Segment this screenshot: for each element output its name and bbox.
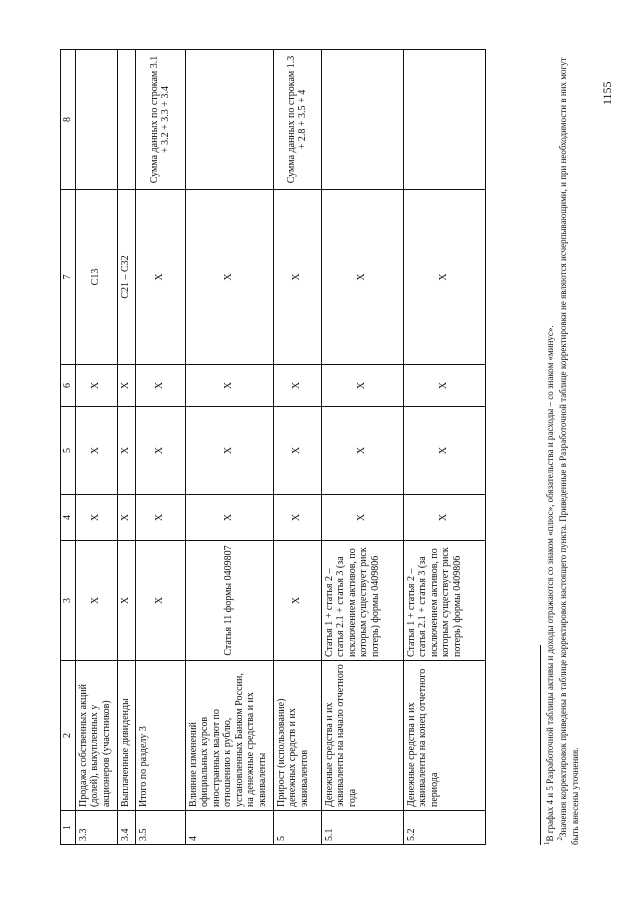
cell-col4: X <box>403 495 485 541</box>
row-name: Влияние изменений официальных курсов иностранных валют по отношению к рублю, установленных Банком России, на денежные средства и их эквиваленты <box>185 661 273 811</box>
cell-col8: Сумма данных по строкам 3.1 + 3.2 + 3.3 + 3.4 <box>135 50 185 190</box>
cell-col7: X <box>321 190 403 365</box>
cell-col6: X <box>75 365 117 407</box>
cell-col6: X <box>273 365 321 407</box>
cell-col3: X <box>135 541 185 661</box>
footnote-divider <box>540 645 541 845</box>
cell-col6: X <box>185 365 273 407</box>
cell-col5: X <box>321 407 403 495</box>
cell-col7: С13 <box>75 190 117 365</box>
header-cell: 7 <box>61 190 76 365</box>
row-name: Денежные средства и их эквиваленты на начало отчетного года <box>321 661 403 811</box>
cell-col3: Статья 1 + статья 2 – статья 2.1 + статья 3 (за исключением активов, по которым существует риск потерь) формы 0409806 <box>321 541 403 661</box>
cell-col3: X <box>117 541 135 661</box>
row-number: 3.4 <box>117 811 135 845</box>
table-row <box>273 50 321 845</box>
header-cell: 5 <box>61 407 76 495</box>
cell-col8 <box>117 50 135 190</box>
cell-col4: X <box>117 495 135 541</box>
cell-col4: X <box>75 495 117 541</box>
footnote-2 <box>556 50 581 845</box>
footnote-text: В графах 4 и 5 Разработочной таблицы активы и доходы отражаются со знаком «плюс», обязательства и расходы – со знаком «минус». <box>545 325 555 842</box>
footnote-text: Значения корректировок приведены в таблице корректировок настоящего пункта. Приведенные в Разработочной таблице корректировки не являются исчерпывающими, и при необходимости в них могут быть внесены уточнения. <box>558 57 580 845</box>
cell-col6: X <box>117 365 135 407</box>
cell-col3: X <box>75 541 117 661</box>
row-name: Выплаченные дивиденды <box>117 661 135 811</box>
header-cell: 4 <box>61 495 76 541</box>
row-name: Прирост (использование) денежных средств и их эквивалентов <box>273 661 321 811</box>
cell-col3: X <box>273 541 321 661</box>
cell-col3: Статья 1 + статья 2 – статья 2.1 + статья 3 (за исключением активов, по которым существует риск потерь) формы 0409806 <box>403 541 485 661</box>
cell-col6: X <box>403 365 485 407</box>
header-cell: 8 <box>61 50 76 190</box>
row-name: Продажа собственных акций (долей), выкупленных у акционеров (участников) <box>75 661 117 811</box>
table-row <box>117 50 135 845</box>
row-number: 3.3 <box>75 811 117 845</box>
cell-col5: X <box>403 407 485 495</box>
table-row <box>403 50 485 845</box>
footnote-1 <box>543 50 556 845</box>
cell-col5: X <box>185 407 273 495</box>
row-number: 5.2 <box>403 811 485 845</box>
development-table <box>60 49 486 845</box>
cell-col7: X <box>273 190 321 365</box>
row-number: 3.5 <box>135 811 185 845</box>
table-row <box>185 50 273 845</box>
cell-col6: X <box>321 365 403 407</box>
header-cell: 1 <box>61 811 76 845</box>
cell-col8 <box>403 50 485 190</box>
cell-col5: X <box>117 407 135 495</box>
cell-col7: X <box>185 190 273 365</box>
header-cell: 3 <box>61 541 76 661</box>
table-header-row <box>61 50 76 845</box>
cell-col4: X <box>321 495 403 541</box>
row-name: Итого по разделу 3 <box>135 661 185 811</box>
header-cell: 2 <box>61 661 76 811</box>
page-number: 1155 <box>600 81 614 105</box>
header-cell: 6 <box>61 365 76 407</box>
row-number: 5.1 <box>321 811 403 845</box>
row-number: 5 <box>273 811 321 845</box>
cell-col8 <box>321 50 403 190</box>
table-row <box>321 50 403 845</box>
cell-col4: X <box>273 495 321 541</box>
table-row <box>135 50 185 845</box>
cell-col7: X <box>403 190 485 365</box>
table-row <box>75 50 117 845</box>
cell-col7: С21 – С32 <box>117 190 135 365</box>
cell-col8 <box>185 50 273 190</box>
row-number: 4 <box>185 811 273 845</box>
cell-col5: X <box>135 407 185 495</box>
cell-col7: X <box>135 190 185 365</box>
cell-col8 <box>75 50 117 190</box>
cell-col3: Статья 11 формы 0409807 <box>185 541 273 661</box>
cell-col8: Сумма данных по строкам 1.3 + 2.8 + 3.5 + 4 <box>273 50 321 190</box>
cell-col5: X <box>75 407 117 495</box>
footnotes <box>540 50 581 845</box>
footnote-mark: 1 <box>543 841 551 845</box>
cell-col6: X <box>135 365 185 407</box>
cell-col4: X <box>185 495 273 541</box>
footnote-mark: 2 <box>556 837 565 841</box>
cell-col4: X <box>135 495 185 541</box>
cell-col5: X <box>273 407 321 495</box>
row-name: Денежные средства и их эквиваленты на конец отчетного периода <box>403 661 485 811</box>
